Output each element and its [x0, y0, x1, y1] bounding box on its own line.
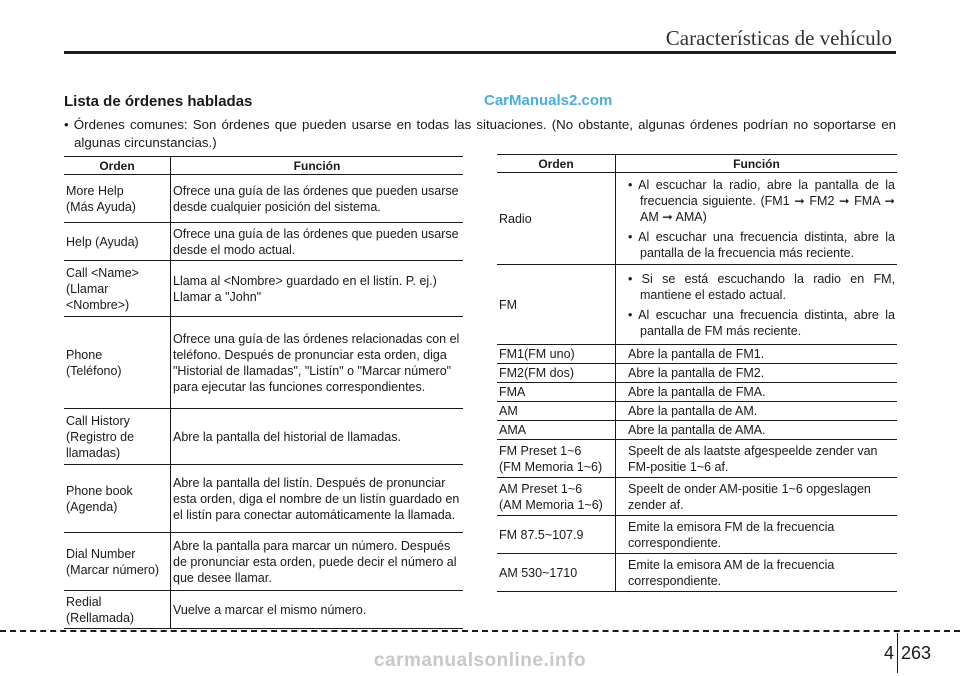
table-row [497, 345, 897, 364]
function-cell [616, 265, 898, 345]
function-cell: Llama al <Nombre> guardado en el listín. P. ej.) Llamar a "John" [171, 261, 464, 317]
watermark-top: CarManuals2.com [484, 92, 613, 109]
order-cell: AM 530~1710 [497, 554, 616, 592]
table-row [497, 383, 897, 402]
order-cell: Call <Name> (Llamar <Nombre>) [64, 261, 171, 317]
voice-commands-table-right [497, 154, 897, 592]
table-row [64, 175, 463, 223]
function-cell: Ofrece una guía de las órdenes que pueden usarse desde el modo actual. [171, 223, 464, 261]
order-cell: Redial (Rellamada) [64, 591, 171, 629]
table-row [497, 516, 897, 554]
bullet-item: • Al escuchar una frecuencia distinta, abre la pantalla de FM más reciente. [628, 307, 895, 338]
order-cell: Help (Ayuda) [64, 223, 171, 261]
function-cell: Abre la pantalla del listín. Después de pronunciar esta orden, diga el nombre de un listín guardado en el listín para conectar automáticamente la llamada. [171, 465, 464, 533]
function-cell: Speelt de onder AM-positie 1~6 opgeslagen zender af. [616, 478, 898, 516]
bullet-item: • Al escuchar la radio, abre la pantalla de la frecuencia siguiente. (FM1 ➞ FM2 ➞ FMA ➞ AM ➞ AMA) [628, 177, 895, 224]
function-cell: Abre la pantalla de AMA. [616, 421, 898, 440]
function-cell: Abre la pantalla del historial de llamadas. [171, 409, 464, 465]
column-header-order: Orden [64, 157, 171, 175]
table-row [64, 465, 463, 533]
function-cell: Ofrece una guía de las órdenes que pueden usarse desde cualquier posición del sistema. [171, 175, 464, 223]
watermark-bottom: carmanualsonline.info [373, 650, 587, 671]
function-cell: Abre la pantalla de FM1. [616, 345, 898, 364]
function-cell: Ofrece una guía de las órdenes relacionadas con el teléfono. Después de pronunciar esta orden, diga "Historial de llamadas", "Listín" o "Marcar número" para ejecutar las funciones correspondientes. [171, 317, 464, 409]
table-row [497, 554, 897, 592]
table-row [497, 421, 897, 440]
table-row [64, 317, 463, 409]
page-number-value: 263 [901, 642, 932, 663]
function-cell: Abre la pantalla para marcar un número. Después de pronunciar esta orden, puede decir el número al que desee llamar. [171, 533, 464, 591]
order-cell: Dial Number (Marcar número) [64, 533, 171, 591]
table-row [497, 173, 897, 265]
order-cell: Radio [497, 173, 616, 265]
order-cell: FM1(FM uno) [497, 345, 616, 364]
order-cell: FM Preset 1~6 (FM Memoria 1~6) [497, 440, 616, 478]
table-row [497, 402, 897, 421]
function-cell: Abre la pantalla de FMA. [616, 383, 898, 402]
function-cell: Emite la emisora FM de la frecuencia correspondiente. [616, 516, 898, 554]
table-body [64, 175, 463, 629]
voice-commands-table-left [64, 156, 463, 629]
order-cell: FM2(FM dos) [497, 364, 616, 383]
table-row [497, 265, 897, 345]
bullet-item: • Si se está escuchando la radio en FM, mantiene el estado actual. [628, 271, 895, 302]
intro-paragraph: • Órdenes comunes: Son órdenes que pueden usarse en todas las situaciones. (No obstante, algunas órdenes podrían no soportarse en algunas circunstancias.) [64, 117, 896, 150]
column-header-function: Función [171, 157, 464, 175]
table-body [497, 173, 897, 592]
function-cell: Abre la pantalla de FM2. [616, 364, 898, 383]
column-header-order: Orden [497, 155, 616, 173]
order-cell: AMA [497, 421, 616, 440]
function-cell [616, 173, 898, 265]
order-cell: AM [497, 402, 616, 421]
order-cell: Phone (Teléfono) [64, 317, 171, 409]
table-header-row [497, 155, 897, 173]
column-header-function: Función [616, 155, 898, 173]
bullet-item: • Al escuchar una frecuencia distinta, abre la pantalla de la frecuencia más reciente. [628, 229, 895, 260]
order-cell: Phone book (Agenda) [64, 465, 171, 533]
order-cell: AM Preset 1~6 (AM Memoria 1~6) [497, 478, 616, 516]
section-title: Lista de órdenes habladas [64, 93, 253, 110]
table-row [64, 409, 463, 465]
order-cell: FM 87.5~107.9 [497, 516, 616, 554]
table-row [497, 364, 897, 383]
function-cell: Abre la pantalla de AM. [616, 402, 898, 421]
table-row [64, 261, 463, 317]
page-header-title: Características de vehículo [665, 26, 892, 50]
order-cell: FMA [497, 383, 616, 402]
table-row [64, 223, 463, 261]
order-cell: More Help (Más Ayuda) [64, 175, 171, 223]
header-rule [64, 51, 896, 54]
bullet-list [628, 177, 895, 261]
table-row [497, 478, 897, 516]
table-row [497, 440, 897, 478]
order-cell: FM [497, 265, 616, 345]
footer-rule [0, 630, 960, 632]
table-row [64, 533, 463, 591]
order-cell: Call History (Registro de llamadas) [64, 409, 171, 465]
table-row [64, 591, 463, 629]
bullet-list [628, 271, 895, 339]
chapter-number: 4 [884, 642, 895, 663]
function-cell: Vuelve a marcar el mismo número. [171, 591, 464, 629]
function-cell: Emite la emisora AM de la frecuencia correspondiente. [616, 554, 898, 592]
function-cell: Speelt de als laatste afgespeelde zender van FM-positie 1~6 af. [616, 440, 898, 478]
table-header-row [64, 157, 463, 175]
